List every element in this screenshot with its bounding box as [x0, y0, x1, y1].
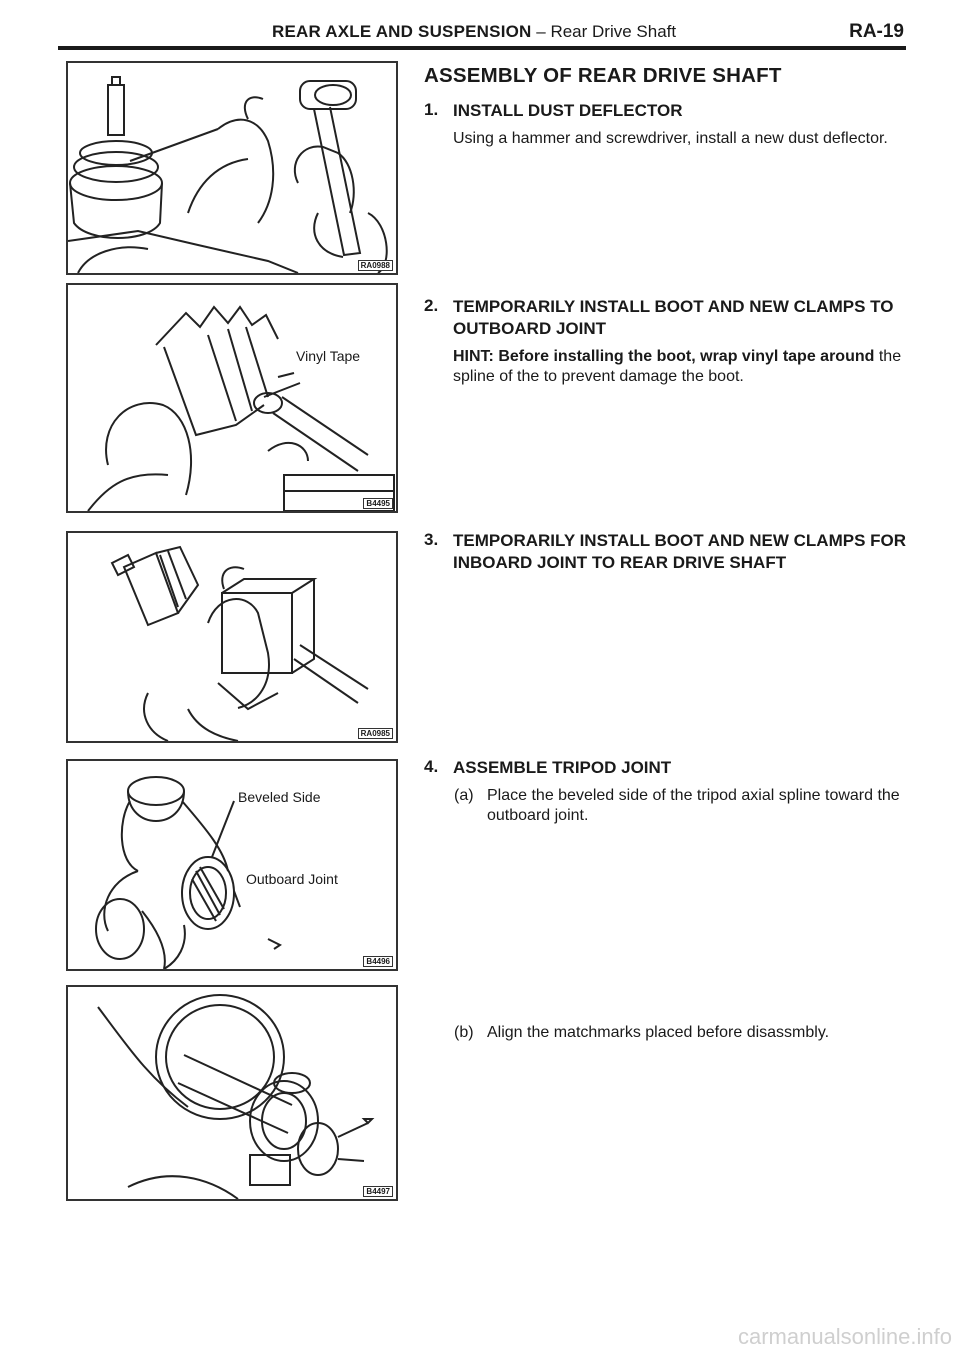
step-number: 4.: [424, 757, 439, 776]
figure-inboard-boot: [66, 531, 398, 743]
tripod-joint-illustration: [68, 761, 396, 969]
callout-vinyl-tape: Vinyl Tape: [296, 348, 361, 364]
callout-beveled-side: Beveled Side: [238, 789, 321, 805]
substep-label: (a): [454, 787, 474, 804]
callout-outboard-joint: Outboard Joint: [246, 871, 338, 887]
step-title: TEMPORARILY INSTALL BOOT AND NEW CLAMPS TO OUTBOARD JOINT: [453, 297, 894, 338]
substep-label: (b): [454, 1024, 474, 1041]
step-number: 1.: [424, 100, 439, 119]
page-header: [58, 20, 906, 50]
figure-dust-deflector: [66, 61, 398, 275]
substep-text: Place the beveled side of the tripod axial spline toward the outboard joint.: [487, 787, 900, 824]
figure-code: RA0985: [358, 728, 393, 739]
hint-text: the spline of the to prevent damage the boot.: [453, 348, 902, 385]
step-title: ASSEMBLE TRIPOD JOINT: [453, 758, 672, 777]
section-title: ASSEMBLY OF REAR DRIVE SHAFT: [424, 64, 782, 87]
boot-vinyl-tape-illustration: [68, 285, 396, 511]
figure-boot-vinyl-tape: [66, 283, 398, 513]
step-4: [424, 757, 908, 779]
substep-a: [454, 786, 910, 826]
substep-text: Align the matchmarks placed before disassmbly.: [487, 1024, 830, 1041]
figure-code: B4497: [363, 1186, 393, 1197]
step-body: Using a hammer and screwdriver, install a new dust deflector.: [453, 130, 888, 147]
page-code: RA-19: [849, 21, 904, 42]
step-2: [424, 296, 908, 387]
dust-deflector-illustration: [68, 63, 396, 273]
matchmarks-illustration: [68, 987, 396, 1199]
step-1: [424, 100, 908, 149]
figure-code: RA0988: [358, 260, 393, 271]
step-number: 3.: [424, 530, 439, 549]
step-title: INSTALL DUST DEFLECTOR: [453, 101, 683, 120]
step-hint: [453, 347, 908, 387]
figure-tripod-joint: [66, 759, 398, 971]
step-3: [424, 530, 908, 574]
header-subtitle: Rear Drive Shaft: [550, 22, 677, 41]
header-title: [272, 22, 676, 42]
watermark: carmanualsonline.info: [737, 1324, 952, 1349]
hint-strong-text: Before installing the boot, wrap vinyl tape around: [498, 348, 875, 365]
step-title: TEMPORARILY INSTALL BOOT AND NEW CLAMPS FOR INBOARD JOINT TO REAR DRIVE SHAFT: [453, 531, 907, 572]
inboard-boot-illustration: [68, 533, 396, 741]
step-number: 2.: [424, 296, 439, 315]
figure-code: B4495: [363, 498, 393, 509]
figure-code: B4496: [363, 956, 393, 967]
header-separator: –: [531, 22, 551, 41]
figure-matchmarks: [66, 985, 398, 1201]
header-main-title: REAR AXLE AND SUSPENSION: [272, 22, 532, 41]
hint-label: HINT:: [453, 348, 494, 365]
substep-b: [454, 1023, 910, 1043]
